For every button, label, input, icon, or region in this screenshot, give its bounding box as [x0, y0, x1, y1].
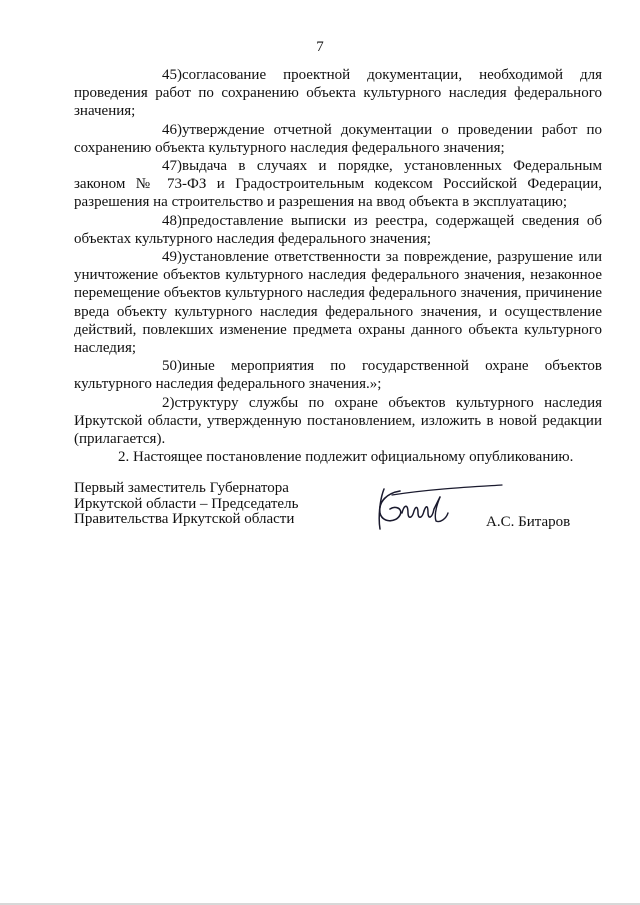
document-body [74, 66, 602, 466]
list-item-49 [74, 248, 602, 357]
item-text: установление ответственности за повреждение, разрушение или уничтожение объектов культурного наследия федерального значения, незаконное перемещение объектов культурного наследия федерального значения, причинение вреда объекту культурного наследия федерального значения, и осуществление действий, повлекших изменение предмета охраны данного объекта культурного наследия; [74, 249, 602, 357]
item-text: структуру службы по охране объектов культурного наследия Иркутской области, утвержденную постановлением, изложить в новой редакции (прилагается). [74, 394, 602, 448]
page-number: 7 [316, 39, 324, 55]
list-item-47 [74, 157, 602, 212]
item-number: 49) [162, 249, 182, 266]
list-item-45 [74, 66, 602, 121]
item-text: 2. Настоящее постановление подлежит официальному опубликованию. [118, 449, 574, 466]
list-item-48 [74, 212, 602, 248]
signer-position [74, 481, 354, 528]
item-text: предоставление выписки из реестра, содержащей сведения об объектах культурного наследия федерального значения; [74, 212, 602, 247]
signer-position-line: Правительства Иркутской области [74, 511, 295, 527]
signature-block [74, 481, 602, 541]
signer-position-line: Иркутской области – Председатель [74, 495, 299, 512]
list-item-2 [74, 394, 602, 449]
signer-position-line: Первый заместитель Губернатора [74, 480, 289, 496]
item-number: 48) [162, 212, 182, 229]
item-number: 46) [162, 121, 182, 138]
list-item-50 [74, 357, 602, 393]
item-number: 2) [162, 394, 175, 411]
item-number: 47) [162, 158, 182, 175]
item-text: утверждение отчетной документации о проведении работ по сохранению объекта культурного наследия федерального значения; [74, 121, 602, 156]
item-text: выдача в случаях и порядке, установленных Федеральным законом № 73-ФЗ и Градостроительным кодексом Российской Федерации, разрешения на строительство и разрешения на ввод объекта в эксплуатацию; [74, 158, 602, 211]
publication-clause [74, 448, 602, 466]
item-number: 50) [162, 358, 182, 375]
list-item-46 [74, 121, 602, 157]
item-text: иные мероприятия по государственной охране объектов культурного наследия федерального значения.»; [74, 358, 602, 393]
item-number: 45) [162, 67, 182, 83]
signer-name: А.С. Битаров [486, 514, 571, 530]
item-text: согласование проектной документации, необходимой для проведения работ по сохранению объекта культурного наследия федерального значения; [74, 67, 602, 120]
